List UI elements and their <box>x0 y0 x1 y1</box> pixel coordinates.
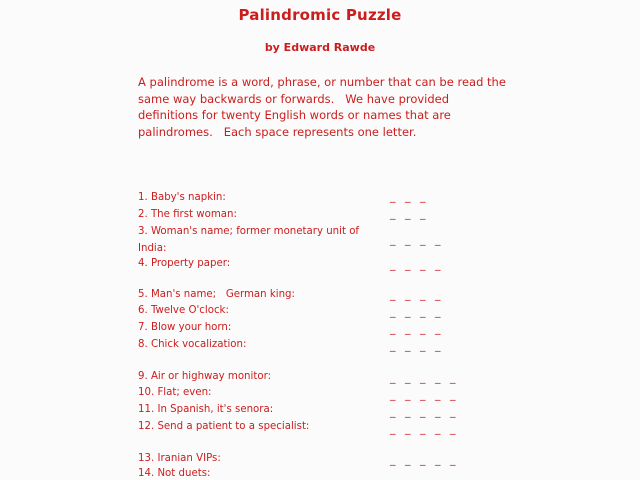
clue-8: 8. Chick vocalization: <box>138 339 247 350</box>
answer-blanks-5: _ _ _ _ <box>390 288 444 301</box>
clue-9: 9. Air or highway monitor: <box>138 371 272 382</box>
author-byline: by Edward Rawde <box>264 41 376 54</box>
clue-6: 6. Twelve O'clock: <box>138 305 229 316</box>
clue-13: 13. Iranian VIPs: <box>138 453 221 464</box>
answer-blanks-10: _ _ _ _ _ <box>390 388 459 401</box>
clue-10: 10. Flat; even: <box>138 387 212 398</box>
answer-blanks-7: _ _ _ _ <box>390 322 444 335</box>
clue-11: 11. In Spanish, it's senora: <box>138 404 274 415</box>
answer-blanks-2: _ _ _ <box>390 207 429 220</box>
answer-blanks-13: _ _ _ _ _ <box>390 453 459 466</box>
clue-2: 2. The first woman: <box>138 209 237 220</box>
clue-1: 1. Baby's napkin: <box>138 192 226 203</box>
answer-blanks-12: _ _ _ _ _ <box>390 422 459 435</box>
answer-blanks-11: _ _ _ _ _ <box>390 405 459 418</box>
clue-14: 14. Not duets: <box>138 468 211 479</box>
clue-5: 5. Man's name; German king: <box>138 289 295 300</box>
clue-7: 7. Blow your horn: <box>138 322 232 333</box>
clue-3: 3. Woman's name; former monetary unit of India: <box>138 226 363 254</box>
answer-blanks-6: _ _ _ _ <box>390 305 444 318</box>
clue-4: 4. Property paper: <box>138 258 231 269</box>
intro-paragraph: A palindrome is a word, phrase, or number that can be read the same way backwards or forwards. We have provided definitions for twenty English words or names that are palindromes. Each space represents one letter. <box>138 75 510 139</box>
answer-blanks-9: _ _ _ _ _ <box>390 371 459 384</box>
answer-blanks-1: _ _ _ <box>390 190 429 203</box>
answer-blanks-8: _ _ _ _ <box>390 339 444 352</box>
clue-12: 12. Send a patient to a specialist: <box>138 421 310 432</box>
answer-blanks-3: _ _ _ _ <box>390 233 444 246</box>
page-title: Palindromic Puzzle <box>238 6 402 24</box>
answer-blanks-4: _ _ _ _ <box>390 258 444 271</box>
